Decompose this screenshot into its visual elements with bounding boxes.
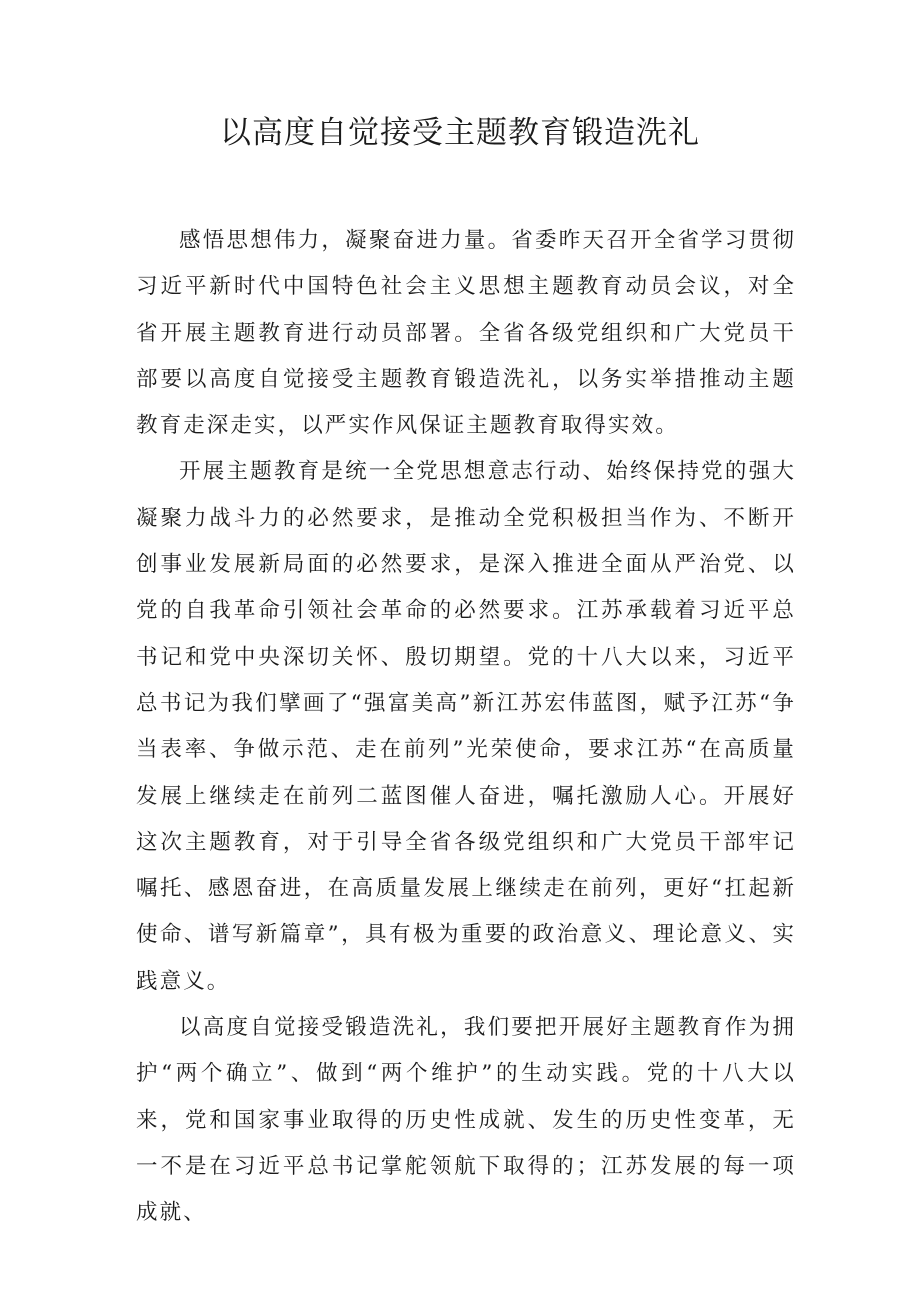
document-body xyxy=(136,218,796,1237)
paragraph-3: 以高度自觉接受锻造洗礼，我们要把开展好主题教育作为拥护“两个确立”、做到“两个维护”的生动实践。党的十八大以来，党和国家事业取得的历史性成就、发生的历史性变革，无一不是在习近平总书记掌舵领航下取得的；江苏发展的每一项成就、 xyxy=(136,1015,796,1226)
paragraph-1: 感悟思想伟力，凝聚奋进力量。省委昨天召开全省学习贯彻习近平新时代中国特色社会主义思想主题教育动员会议，对全省开展主题教育进行动员部署。全省各级党组织和广大党员干部要以高度自觉接受主题教育锻造洗礼，以务实举措推动主题教育走深走实，以严实作风保证主题教育取得实效。 xyxy=(136,228,796,439)
paragraph-2: 开展主题教育是统一全党思想意志行动、始终保持党的强大凝聚力战斗力的必然要求，是推动全党积极担当作为、不断开创事业发展新局面的必然要求，是深入推进全面从严治党、以党的自我革命引领社会革命的必然要求。江苏承载着习近平总书记和党中央深切关怀、殷切期望。党的十八大以来，习近平总书记为我们擘画了“强富美高”新江苏宏伟蓝图，赋予江苏“争当表率、争做示范、走在前列”光荣使命，要求江苏“在高质量发展上继续走在前列二蓝图催人奋进，嘱托激励人心。开展好这次主题教育，对于引导全省各级党组织和广大党员干部牢记嘱托、感恩奋进，在高质量发展上继续走在前列，更好“扛起新使命、谱写新篇章”，具有极为重要的政治意义、理论意义、实践意义。 xyxy=(136,459,796,994)
document-title: 以高度自觉接受主题教育锻造洗礼 xyxy=(220,115,700,151)
